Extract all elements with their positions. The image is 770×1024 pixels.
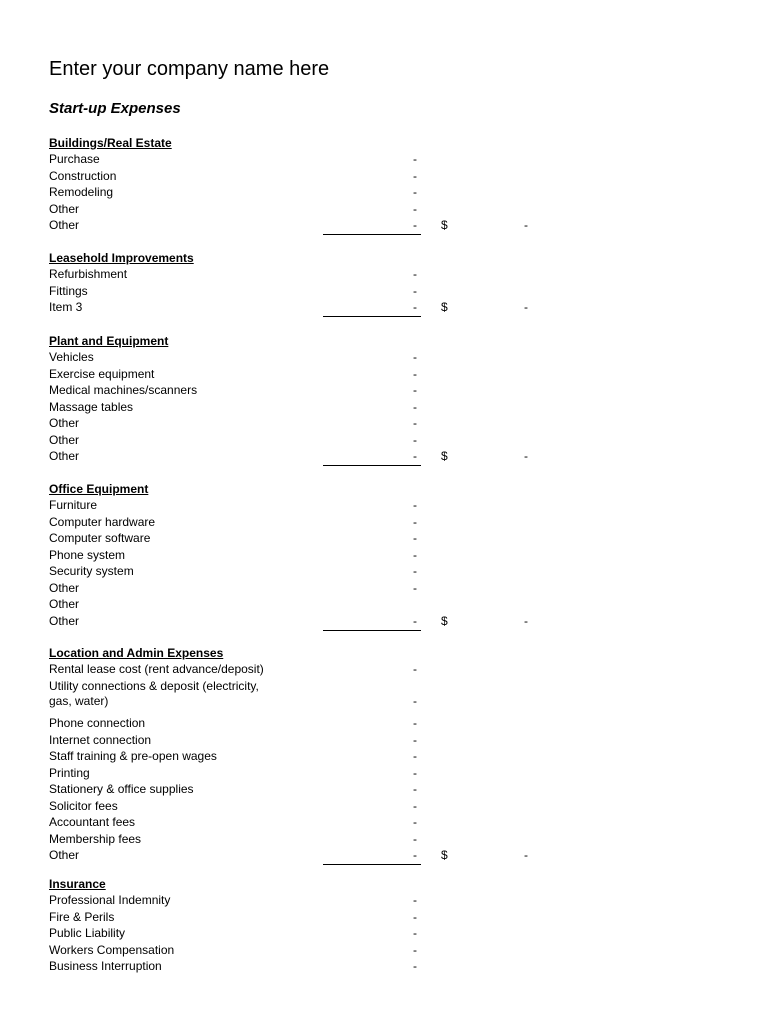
expense-label: Solicitor fees: [49, 798, 118, 813]
subtotal-rule: [323, 630, 421, 631]
section-heading: Plant and Equipment: [49, 334, 169, 348]
section-heading: Buildings/Real Estate: [49, 136, 172, 150]
expense-amount[interactable]: -: [413, 531, 417, 545]
expense-label: Public Liability: [49, 926, 126, 940]
expense-label: Accountant fees: [49, 815, 136, 830]
expense-label: Workers Compensation: [49, 942, 175, 957]
expense-amount[interactable]: -: [413, 498, 417, 512]
expense-amount[interactable]: -: [413, 765, 417, 780]
expense-amount[interactable]: -: [413, 942, 417, 957]
expense-amount[interactable]: -: [413, 432, 417, 447]
expense-label: Business Interruption: [49, 959, 162, 973]
expense-label: Stationery & office supplies: [49, 782, 194, 797]
expense-label: Phone connection: [49, 716, 146, 731]
subtotal-rule: [323, 316, 421, 317]
expense-label: Other: [49, 580, 80, 595]
expense-label: Rental lease cost (rent advance/deposit): [49, 662, 264, 676]
subtotal-amount: -: [524, 218, 528, 232]
expense-amount[interactable]: -: [413, 782, 417, 797]
expense-amount[interactable]: -: [413, 267, 417, 281]
expense-amount[interactable]: -: [413, 300, 417, 314]
expense-amount[interactable]: -: [413, 168, 417, 183]
expense-amount[interactable]: -: [413, 716, 417, 731]
section-heading: Leasehold Improvements: [49, 251, 194, 265]
expense-amount[interactable]: -: [413, 580, 417, 595]
expense-label: Other: [49, 432, 80, 447]
subtotal-amount: -: [524, 613, 528, 628]
subtotal-currency: $: [441, 449, 448, 463]
expense-amount[interactable]: -: [413, 547, 417, 562]
expense-amount[interactable]: -: [413, 383, 417, 397]
expense-amount[interactable]: -: [413, 798, 417, 813]
expense-amount[interactable]: -: [413, 201, 417, 216]
expense-label: Other: [49, 449, 80, 463]
subtotal-rule: [323, 465, 421, 466]
expense-amount[interactable]: -: [413, 749, 417, 764]
expense-amount[interactable]: -: [413, 848, 417, 863]
section-heading: Insurance: [49, 877, 106, 891]
expense-amount[interactable]: -: [413, 218, 417, 232]
expense-amount[interactable]: -: [413, 449, 417, 463]
expense-label: Other: [49, 416, 80, 430]
expense-label: Printing: [49, 765, 90, 780]
expense-amount[interactable]: -: [413, 350, 417, 364]
subtotal-currency: $: [441, 848, 448, 863]
company-name-title: Enter your company name here: [49, 58, 330, 80]
expense-label: Computer hardware: [49, 514, 156, 529]
expense-label: Fire & Perils: [49, 909, 115, 924]
expense-label: Utility connections & deposit (electricity, gas, water): [49, 678, 259, 708]
subtotal-amount: -: [524, 449, 528, 463]
expense-amount[interactable]: -: [413, 893, 417, 907]
expense-label: Medical machines/scanners: [49, 383, 198, 397]
expense-amount[interactable]: -: [413, 613, 417, 628]
expense-label: Other: [49, 597, 80, 611]
expense-label: Membership fees: [49, 831, 142, 846]
expense-label: Massage tables: [49, 399, 134, 414]
expense-label: Other: [49, 613, 80, 628]
expense-label: Vehicles: [49, 350, 94, 364]
expense-label: Internet connection: [49, 732, 152, 747]
expense-label: Construction: [49, 168, 117, 183]
expense-amount[interactable]: -: [413, 693, 417, 708]
expense-label: Refurbishment: [49, 267, 128, 281]
subtotal-currency: $: [441, 300, 448, 314]
expense-label: Professional Indemnity: [49, 893, 171, 907]
expense-label: Fittings: [49, 283, 88, 298]
expense-label: Other: [49, 218, 80, 232]
expense-label: Computer software: [49, 531, 151, 545]
expense-amount[interactable]: -: [413, 152, 417, 166]
expense-amount[interactable]: -: [413, 416, 417, 430]
subtotal-rule: [323, 234, 421, 235]
section-heading: Office Equipment: [49, 482, 149, 496]
expense-label: Remodeling: [49, 185, 114, 199]
subtotal-amount: -: [524, 300, 528, 314]
expense-label: Exercise equipment: [49, 366, 155, 381]
subtotal-rule: [323, 864, 421, 865]
expense-label: Furniture: [49, 498, 98, 512]
expense-amount[interactable]: -: [413, 399, 417, 414]
expense-amount[interactable]: -: [413, 732, 417, 747]
section-heading: Location and Admin Expenses: [49, 646, 224, 660]
expense-amount[interactable]: -: [413, 959, 417, 973]
expense-amount[interactable]: -: [413, 831, 417, 846]
subtotal-amount: -: [524, 848, 528, 863]
expense-amount[interactable]: -: [413, 185, 417, 199]
expense-label: Item 3: [49, 300, 83, 314]
expense-amount[interactable]: -: [413, 926, 417, 940]
expense-label: Phone system: [49, 547, 126, 562]
subtotal-currency: $: [441, 218, 448, 232]
expense-label: Purchase: [49, 152, 100, 166]
expense-amount[interactable]: -: [413, 366, 417, 381]
expense-label: Other: [49, 201, 80, 216]
expense-amount[interactable]: -: [413, 662, 417, 676]
expense-amount[interactable]: -: [413, 909, 417, 924]
subtotal-currency: $: [441, 613, 448, 628]
expense-amount[interactable]: -: [413, 564, 417, 578]
expense-amount[interactable]: -: [413, 815, 417, 830]
startup-expenses-heading: Start-up Expenses: [49, 100, 181, 117]
expense-amount[interactable]: -: [413, 283, 417, 298]
expense-amount[interactable]: -: [413, 514, 417, 529]
expense-label: Security system: [49, 564, 134, 578]
expense-label: Other: [49, 848, 80, 863]
expense-label: Staff training & pre-open wages: [49, 749, 217, 764]
